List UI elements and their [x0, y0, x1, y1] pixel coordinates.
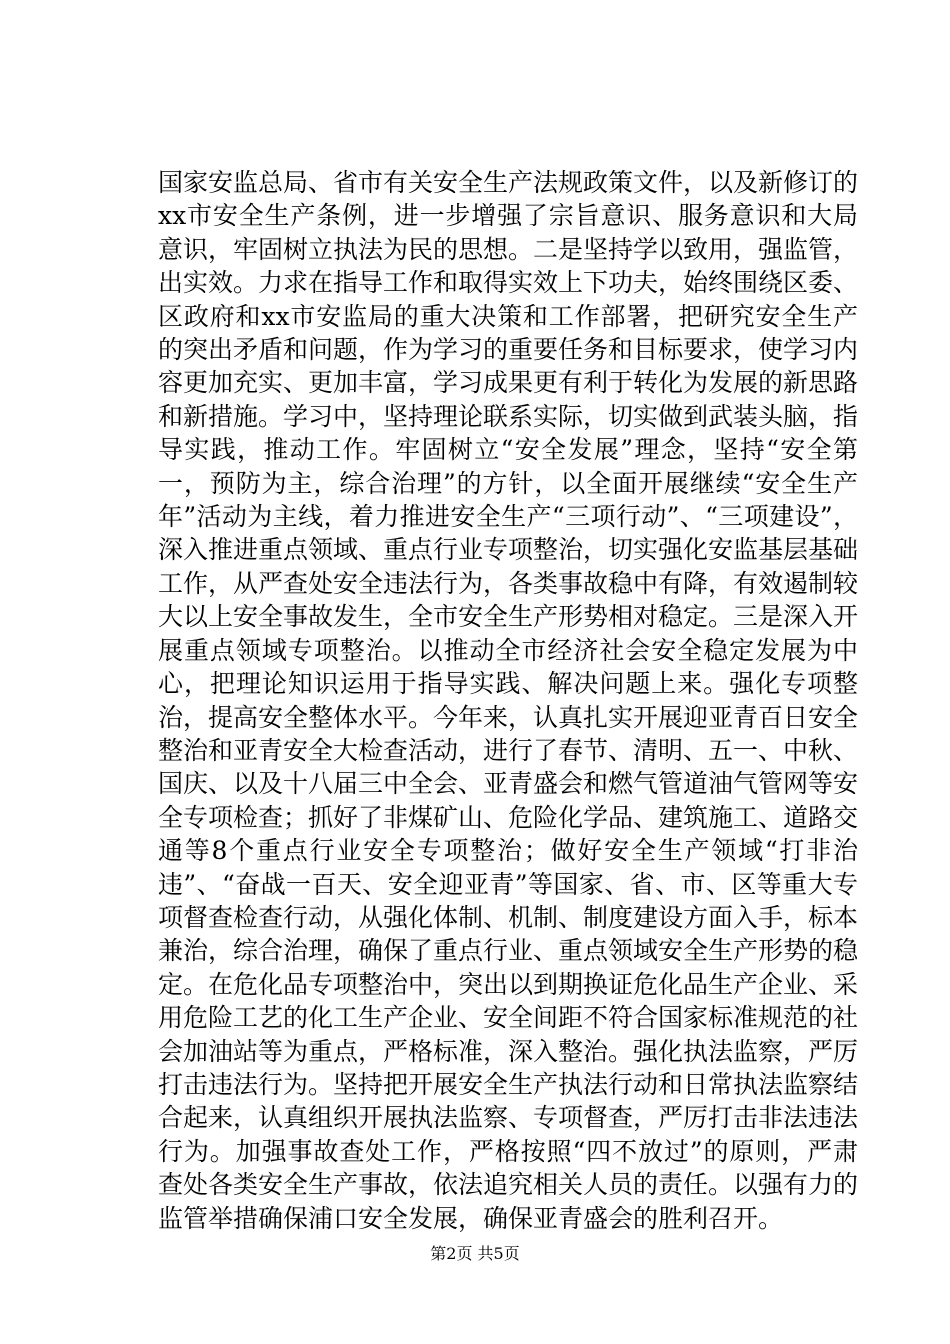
page-footer: 第2页 共5页 [430, 1244, 520, 1263]
body-paragraph: 国家安监总局、省市有关安全生产法规政策文件，以及新修订的xx市安全生产条例，进一步增强了宗旨意识、服务意识和大局意识，牢固树立执法为民的思想。二是坚持学以致用，强监管，出实效。力求在指导工作和取得实效上下功夫，始终围绕区委、区政府和xx市安监局的重大决策和工作部署，把研究安全生产的突出矛盾和问题，作为学习的重要任务和目标要求，使学习内容更加充实、更加丰富，学习成果更有利于转化为发展的新思路和新措施。学习中，坚持理论联系实际，切实做到武装头脑，指导实践，推动工作。牢固树立“安全发展”理念，坚持“安全第一，预防为主，综合治理”的方针，以全面开展继续“安全生产年”活动为主线，着力推进安全生产“三项行动”、“三项建设”，深入推进重点领域、重点行业专项整治，切实强化安监基层基础工作，从严查处安全违法行为，各类事故稳中有降，有效遏制较大以上安全事故发生，全市安全生产形势相对稳定。三是深入开展重点领域专项整治。以推动全市经济社会安全稳定发展为中心，把理论知识运用于指导实践、解决问题上来。强化专项整治，提高安全整体水平。今年来，认真扎实开展迎亚青百日安全整治和亚青安全大检查活动，进行了春节、清明、五一、中秋、国庆、以及十八届三中全会、亚青盛会和燃气管道油气管网等安全专项检查；抓好了非煤矿山、危险化学品、建筑施工、道路交通等8个重点行业安全专项整治；做好安全生产领域“打非治违”、“奋战一百天、安全迎亚青”等国家、省、市、区等重大专项督查检查行动，从强化体制、机制、制度建设方面入手，标本兼治，综合治理，确保了重点行业、重点领域安全生产形势的稳定。在危化品专项整治中，突出以到期换证危化品生产企业、采用危险工艺的化工生产企业、安全间距不符合国家标准规范的社会加油站等为重点，严格标准，深入整治。强化执法监察，严厉打击违法行为。坚持把开展安全生产执法行动和日常执法监察结合起来，认真组织开展执法监察、专项督查，严厉打击非法违法行为。加强事故查处工作，严格按照“四不放过”的原则，严肃查处各类安全生产事故，依法追究相关人员的责任。以强有力的监管举措确保浦口安全发展，确保亚青盛会的胜利召开。 [158, 168, 859, 1233]
